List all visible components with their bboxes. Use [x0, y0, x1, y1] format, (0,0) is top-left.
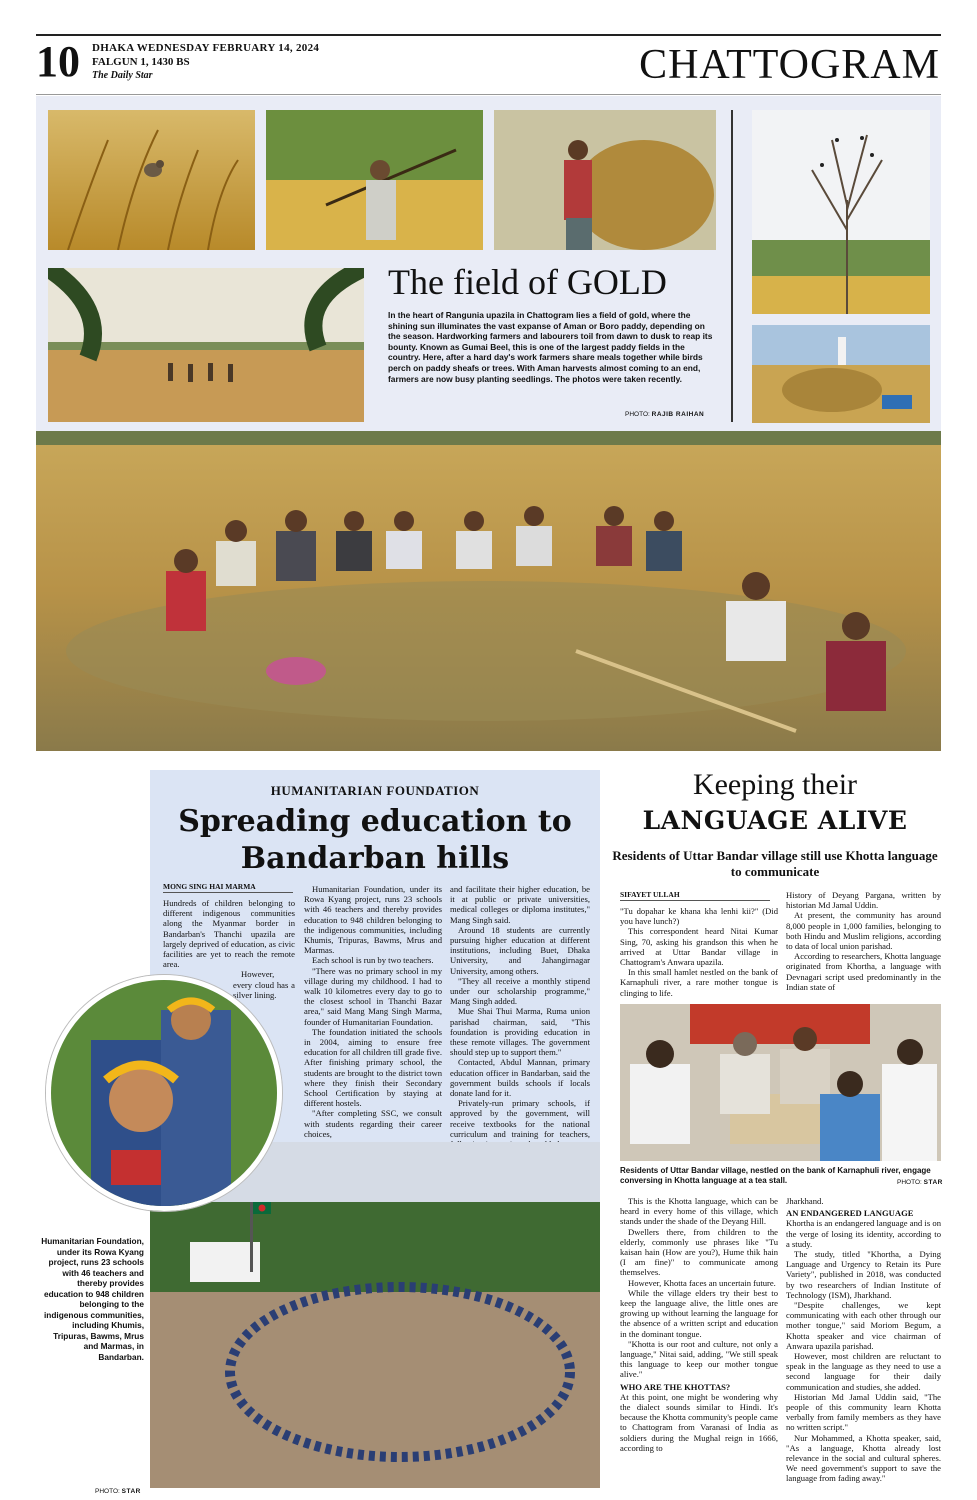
language-byline: SIFAYET ULLAH	[620, 890, 680, 899]
subheading-who-are-khottas: WHO ARE THE KHOTTAS?	[620, 1381, 731, 1392]
byline-rule	[163, 892, 293, 893]
language-column-2	[786, 890, 941, 992]
credit-name: RAJIB RAIHAN	[651, 411, 705, 418]
language-column-4	[786, 1196, 941, 1484]
paragraph: Privately-run primary schools, if approved by the government, will receive textbooks for the national curriculum and training for teachers,	[450, 1098, 590, 1139]
education-column-2	[304, 884, 442, 1139]
paragraph: However, most children are reluctant to speak in the language as they need to use a second language for their daily communication and studies, she added.	[786, 1351, 941, 1392]
photo-paddy-sheaf-worker	[494, 110, 716, 250]
paragraph: The foundation initiated the schools in 2004, aiming to ensure free education for all children till grade five. After finishing primary school, the students are brought to the district town where they finish their Secondary School Certification by staying at different hostels.	[304, 1026, 442, 1109]
credit-label: PHOTO:	[625, 411, 650, 418]
photo-tea-stall-conversation	[620, 1004, 941, 1161]
paragraph: In this small hamlet nestled on the bank of Karnaphuli river, a rare mother tongue is clinging to life.	[620, 967, 778, 998]
paragraph: At this point, one might be wondering why the dialect sounds similar to Hindi. It's because the Khotta community's people came to Chattogram from Varanasi of India as soldiers during the Mughal reign in 1666, according to	[620, 1391, 778, 1453]
paragraph: Each school is run by two teachers.	[312, 955, 434, 966]
subheading-endangered-language: AN ENDANGERED LANGUAGE	[786, 1208, 914, 1219]
credit-name: STAR	[121, 1488, 141, 1495]
feature-body: In the heart of Rangunia upazila in Chattogram lies a field of gold, where the shining sun illuminates the vast expanse of Aman or Boro paddy, depending on the season. Hardworking farmers and labourers toil from dawn to dusk to reap its bounty. Known as Gumai Beel, this is one of the largest paddy fields in the country. Here, after a hard day's work farmers share meals together while birds perch on paddy sheafs or trees. With Aman harvests almost coming to an end, farmers are now busy planting seedlings. The photos were taken recently.	[388, 310, 713, 384]
paragraph: This is the Khotta language, which can be heard in every home of this village, which stands under the shade of the Deyang Hill.	[620, 1196, 778, 1227]
photo-haystack-and-cart	[752, 325, 930, 423]
language-photo-credit	[897, 1179, 943, 1186]
paragraph: and facilitate their higher education, be it at public or private universities, medical colleges or diploma institutes," Mang Singh said.	[450, 884, 590, 925]
feature-photo-credit	[625, 411, 704, 418]
paragraph: History of Deyang Pargana, written by historian Md Jamal Uddin.	[786, 890, 941, 911]
paragraph: "Khotta is our root and culture, not only a language," Nitai said, adding, "We still speak this language to keep our mother tongue alive."	[620, 1338, 778, 1380]
paragraph: Around 18 students are currently pursuing higher education at different institutions, including Buet, Dhaka University, and Jahangirnagar University, among others.	[450, 924, 590, 976]
paragraph: "Despite challenges, we kept communicating with each other through our mother tongue," said Moriom Begum, a Khotta speaker and vice chairman of Anwara upazila parishad.	[786, 1300, 941, 1351]
language-deck: Residents of Uttar Bandar village still use Khotta language to communicate	[612, 848, 938, 879]
photo-girl-with-flower-crown	[46, 975, 282, 1211]
paragraph: Humanitarian Foundation, under its Rowa Kyang project, runs 23 schools with 46 teachers and thereby provides education to 948 children belonging to the indigenous communities, including Khumis, Tripuras, Bawms, Mrus and Marmas.	[304, 884, 442, 956]
header-bottom-rule	[36, 94, 941, 95]
newspaper-logo: The Daily Star	[92, 70, 153, 81]
paragraph: However, Khotta faces an uncertain future.	[628, 1277, 776, 1288]
education-photo-caption: Humanitarian Foundation, under its Rowa Kyang project, runs 23 schools with 46 teachers and thereby provides education to 948 children belonging to the indigenous communities, including Khumis, Tripuras, Bawms, Mrus and Marmas, in Bandarban.	[41, 1236, 144, 1362]
paragraph: However, every cloud has a silver lining.	[233, 969, 295, 1000]
date-line: DHAKA WEDNESDAY FEBRUARY 14, 2024	[92, 42, 320, 54]
paragraph: "They all receive a monthly stipend under our scholarship programme," Mang Singh added.	[450, 975, 590, 1007]
paragraph: "There was no primary school in my village during my childhood. I had to walk 10 kilometres every day to go to the closest school in Thanchi Bazar area," said Mang Mang Singh Marma, founder of Humanitarian Foundation.	[304, 965, 442, 1027]
credit-name: STAR	[923, 1179, 943, 1186]
paragraph: While the village elders try their best to keep the language alive, the little ones are growing up without learning the language for the absence of a written script and education in the dominant tongue.	[620, 1287, 778, 1339]
education-kicker: HUMANITARIAN FOUNDATION	[270, 783, 480, 798]
education-column-3	[450, 884, 590, 1149]
paragraph: Mue Shai Thui Marma, Ruma union parishad chairman, said, "This foundation is providing education in these remote villages. The government should step up to support them."	[450, 1006, 590, 1058]
header-top-rule	[36, 34, 941, 36]
education-headline: Spreading education to Bandarban hills	[178, 804, 572, 876]
paragraph: Hundreds of children belonging to different indigenous communities along the Myanmar border in Bandarban's Thanchi upazila are largely deprived of education, as civic facilities are yet to reach the remote area.	[163, 898, 295, 970]
photo-farmer-with-pole	[266, 110, 483, 250]
language-headline-line2: LANGUAGE ALIVE	[642, 806, 908, 835]
feature-title: The field of GOLD	[388, 262, 667, 302]
credit-label: PHOTO:	[897, 1179, 922, 1186]
paragraph: Historian Md Jamal Uddin said, "The people of this community learn Khotta verbally from family members as they have no written script."	[786, 1391, 941, 1433]
paragraph: Contacted, Abdul Mannan, primary education officer in Bandarban, said the government builds schools if locals donate land for it.	[450, 1057, 590, 1099]
education-photo-credit	[95, 1488, 141, 1495]
paragraph: "After completing SSC, we consult with students regarding their career choices,	[304, 1108, 442, 1139]
paragraph: Dwellers there, from children to the elderly, commonly use phrases like "Tu kaisan hain (How are you?), Hume thik hain (I am fine)" to communicate among themselves.	[620, 1226, 778, 1278]
paragraph: "Tu dopahar ke khana kha lenhi kii?" (Did you have lunch?)	[620, 906, 778, 927]
section-title: CHATTOGRAM	[639, 42, 940, 88]
photo-labourers-in-field	[48, 268, 364, 422]
panel-divider	[731, 110, 733, 422]
paragraph: According to researchers, Khotta language originated from Khortha, a language with Devnagari script used predominantly in the Indian state of	[786, 951, 941, 992]
paragraph: At present, the community has around 8,000 people in 1,000 families, belonging to both Hindu and Muslim religions, according to data of local union parishad.	[786, 910, 941, 952]
paragraph: The study, titled "Khortha, a Dying Language and Urgency to Retain its Pure Variety", published in 2018, was conducted by two researchers of Indian Institute of Technology (ISM), Jharkhand.	[786, 1249, 941, 1300]
paragraph: Khortha is an endangered language and is on the verge of losing its identity, according to a study.	[786, 1218, 941, 1249]
credit-label: PHOTO:	[95, 1488, 120, 1495]
page-number: 10	[36, 37, 80, 86]
education-byline: MONG SING HAI MARMA	[163, 882, 256, 891]
paragraph: Jharkhand.	[786, 1196, 824, 1206]
byline-rule	[620, 900, 770, 901]
photo-bird-on-paddy	[48, 110, 255, 250]
language-photo-caption: Residents of Uttar Bandar village, nestled on the bank of Karnaphuli river, engage conversing in Khotta language at a tea stall.	[620, 1166, 931, 1185]
photo-farmers-sharing-meal	[36, 431, 941, 751]
bengali-date-line: FALGUN 1, 1430 BS	[92, 56, 190, 68]
language-column-1	[620, 906, 778, 998]
language-column-3	[620, 1196, 778, 1453]
language-headline-line1: Keeping their	[692, 768, 858, 801]
photo-birds-on-tree	[752, 110, 930, 314]
paragraph: Nur Mohammed, a Khotta speaker, said, "As a language, Khotta already lost relevance in the social and cultural spheres. We need government's support to save the language from fading away."	[786, 1432, 941, 1484]
paragraph: This correspondent heard Nitai Kumar Sing, 70, asking his grandson this when he arrived at Uttar Bandar village in Chattogram's Anwara upazila.	[620, 926, 778, 968]
